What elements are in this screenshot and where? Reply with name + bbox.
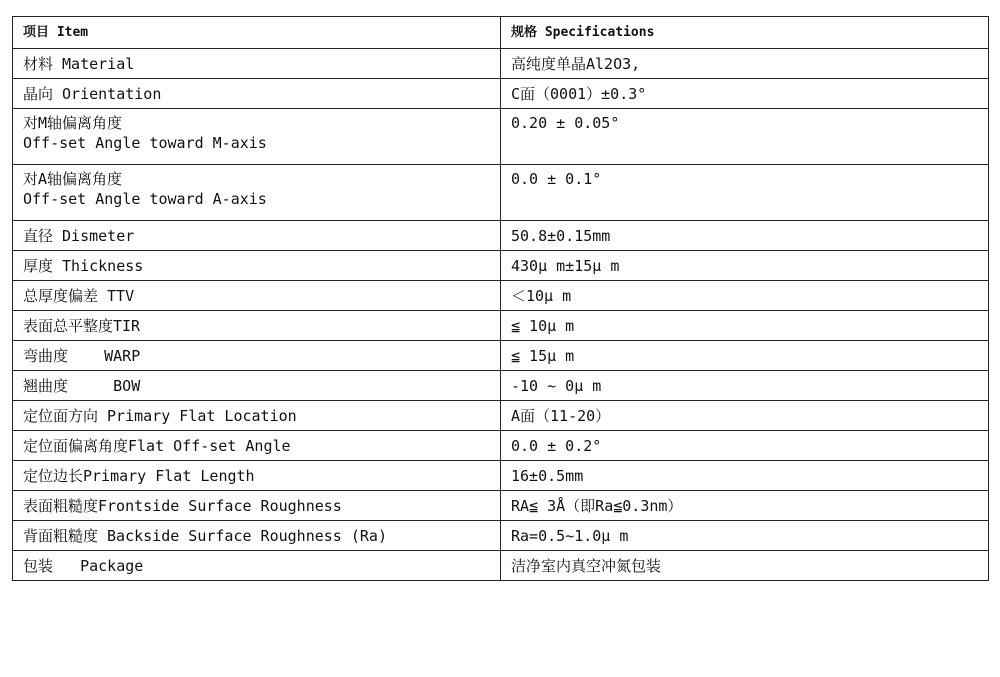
- table-row: [13, 49, 989, 79]
- item-cell: 材料 Material: [13, 49, 501, 79]
- item-cell: 定位边长Primary Flat Length: [13, 461, 501, 491]
- item-cell: 定位面方向 Primary Flat Location: [13, 401, 501, 431]
- table-row: [13, 371, 989, 401]
- table-row: [13, 431, 989, 461]
- header-specifications: 规格 Specifications: [501, 17, 989, 49]
- spec-cell: 50.8±0.15mm: [501, 221, 989, 251]
- table-row: [13, 281, 989, 311]
- table-row: [13, 221, 989, 251]
- spec-cell: C面（0001）±0.3°: [501, 79, 989, 109]
- table-row: [13, 341, 989, 371]
- spec-cell: 0.0 ± 0.2°: [501, 431, 989, 461]
- spec-cell: ＜10μ m: [501, 281, 989, 311]
- item-cell: 表面总平整度TIR: [13, 311, 501, 341]
- spec-cell: 430μ m±15μ m: [501, 251, 989, 281]
- table-row: [13, 311, 989, 341]
- table-row: [13, 109, 989, 165]
- spec-cell: ≦ 15μ m: [501, 341, 989, 371]
- item-cell: 定位面偏离角度Flat Off-set Angle: [13, 431, 501, 461]
- header-item: 项目 Item: [13, 17, 501, 49]
- item-cell: 背面粗糙度 Backside Surface Roughness (Ra): [13, 521, 501, 551]
- item-cell: 弯曲度 WARP: [13, 341, 501, 371]
- table-row: [13, 521, 989, 551]
- spec-cell: 高纯度单晶Al2O3,: [501, 49, 989, 79]
- table-row: [13, 551, 989, 581]
- table-row: [13, 79, 989, 109]
- item-label-cn: 对A轴偏离角度: [23, 170, 123, 188]
- specification-table: [12, 16, 989, 581]
- table-row: [13, 401, 989, 431]
- spec-cell: 0.0 ± 0.1°: [501, 165, 989, 221]
- item-cell: 翘曲度 BOW: [13, 371, 501, 401]
- spec-cell: 洁净室内真空冲氮包装: [501, 551, 989, 581]
- item-cell: 表面粗糙度Frontside Surface Roughness: [13, 491, 501, 521]
- item-cell: [13, 109, 501, 165]
- item-label-en: Off-set Angle toward M-axis: [23, 134, 267, 152]
- spec-cell: ≦ 10μ m: [501, 311, 989, 341]
- item-cell: 包装 Package: [13, 551, 501, 581]
- item-label-cn: 对M轴偏离角度: [23, 114, 123, 132]
- spec-cell: RA≦ 3Å（即Ra≦0.3nm）: [501, 491, 989, 521]
- table-row: [13, 491, 989, 521]
- spec-cell: -10 ~ 0μ m: [501, 371, 989, 401]
- item-cell: 晶向 Orientation: [13, 79, 501, 109]
- item-cell: [13, 165, 501, 221]
- spec-cell: 16±0.5mm: [501, 461, 989, 491]
- item-cell: 总厚度偏差 TTV: [13, 281, 501, 311]
- spec-cell: A面（11-20）: [501, 401, 989, 431]
- table-row: [13, 251, 989, 281]
- item-cell: 直径 Dismeter: [13, 221, 501, 251]
- spec-sheet: [12, 16, 988, 581]
- spec-cell: 0.20 ± 0.05°: [501, 109, 989, 165]
- table-row: [13, 165, 989, 221]
- spec-cell: Ra=0.5~1.0μ m: [501, 521, 989, 551]
- item-label-en: Off-set Angle toward A-axis: [23, 190, 267, 208]
- item-cell: 厚度 Thickness: [13, 251, 501, 281]
- table-row: [13, 461, 989, 491]
- table-header-row: [13, 17, 989, 49]
